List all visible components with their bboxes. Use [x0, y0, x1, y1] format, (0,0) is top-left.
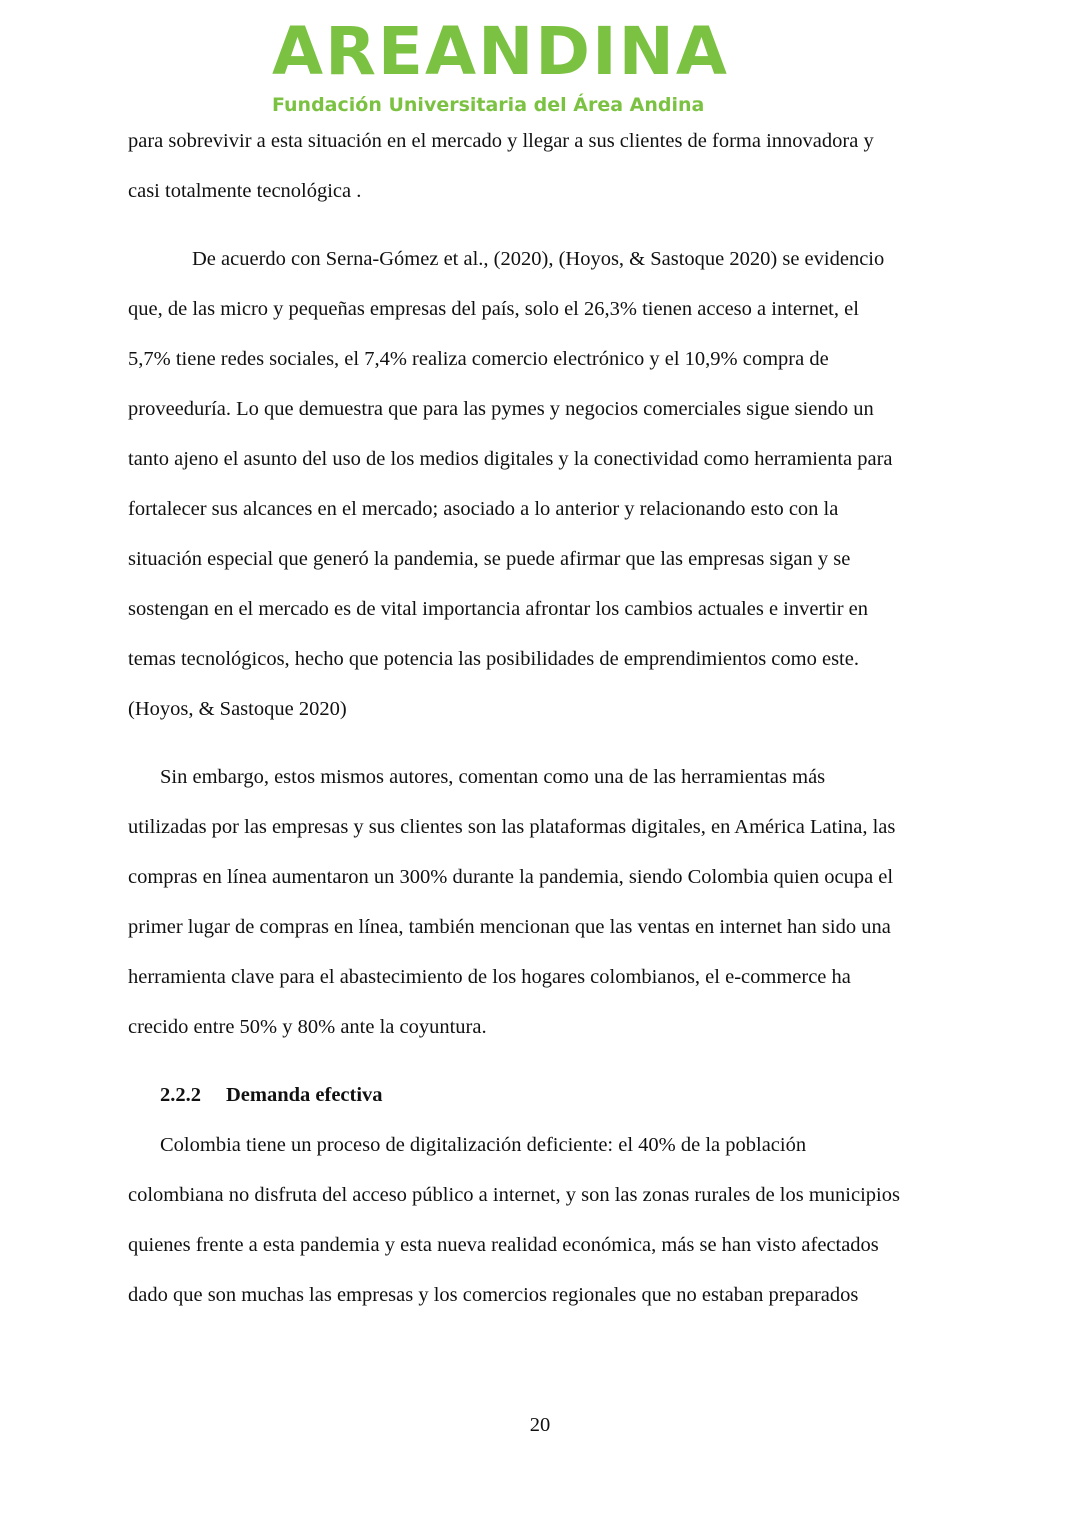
text-line: proveeduría. Lo que demuestra que para las pymes y negocios comerciales sigue siendo un — [128, 398, 874, 420]
section-number: 2.2.2 — [160, 1084, 201, 1106]
paragraph-serna-gomez — [128, 234, 958, 734]
paragraph-colombia — [128, 1120, 958, 1320]
text-line: herramienta clave para el abastecimiento de los hogares colombianos, el e-commerce ha — [128, 966, 851, 988]
text-line: primer lugar de compras en línea, también mencionan que las ventas en internet han sido una — [128, 916, 891, 938]
text-line: De acuerdo con Serna-Gómez et al., (2020), (Hoyos, & Sastoque 2020) se evidencio — [192, 248, 885, 270]
section-title: Demanda efectiva — [226, 1084, 383, 1106]
text-line: colombiana no disfruta del acceso público a internet, y son las zonas rurales de los municipios — [128, 1184, 900, 1206]
document-body — [128, 116, 958, 1320]
text-line: (Hoyos, & Sastoque 2020) — [128, 698, 347, 720]
paragraph-gap — [128, 1052, 958, 1070]
text-line: casi totalmente tecnológica . — [128, 180, 362, 202]
text-line: sostengan en el mercado es de vital importancia afrontar los cambios actuales e invertir en — [128, 598, 868, 620]
paragraph-sin-embargo — [128, 752, 958, 1052]
section-heading — [128, 1070, 958, 1120]
text-line: tanto ajeno el asunto del uso de los medios digitales y la conectividad como herramienta para — [128, 448, 893, 470]
text-line: fortalecer sus alcances en el mercado; asociado a lo anterior y relacionando esto con la — [128, 498, 839, 520]
logo-wordmark: AREANDINA — [272, 13, 729, 90]
paragraph-gap — [128, 216, 958, 234]
text-line: compras en línea aumentaron un 300% durante la pandemia, siendo Colombia quien ocupa el — [128, 866, 894, 888]
paragraph-gap — [128, 734, 958, 752]
page-number: 20 — [529, 1414, 551, 1436]
text-line: 5,7% tiene redes sociales, el 7,4% realiza comercio electrónico y el 10,9% compra de — [128, 348, 829, 370]
logo-subtitle: Fundación Universitaria del Área Andina — [272, 94, 705, 116]
paragraph-continuation — [128, 116, 958, 216]
text-line: Colombia tiene un proceso de digitalización deficiente: el 40% de la población — [160, 1134, 807, 1156]
text-line: temas tecnológicos, hecho que potencia las posibilidades de emprendimientos como este. — [128, 648, 859, 670]
institution-logo — [272, 12, 729, 118]
text-line: dado que son muchas las empresas y los comercios regionales que no estaban preparados — [128, 1284, 859, 1306]
text-line: Sin embargo, estos mismos autores, comentan como una de las herramientas más — [160, 766, 826, 788]
text-line: utilizadas por las empresas y sus clientes son las plataformas digitales, en América Latina, las — [128, 816, 896, 838]
text-line: quienes frente a esta pandemia y esta nueva realidad económica, más se han visto afectados — [128, 1234, 879, 1256]
text-line: para sobrevivir a esta situación en el mercado y llegar a sus clientes de forma innovadora y — [128, 130, 874, 152]
text-line: situación especial que generó la pandemia, se puede afirmar que las empresas sigan y se — [128, 548, 851, 570]
text-line: crecido entre 50% y 80% ante la coyuntura. — [128, 1016, 487, 1038]
text-line: que, de las micro y pequeñas empresas del país, solo el 26,3% tienen acceso a internet, el — [128, 298, 859, 320]
